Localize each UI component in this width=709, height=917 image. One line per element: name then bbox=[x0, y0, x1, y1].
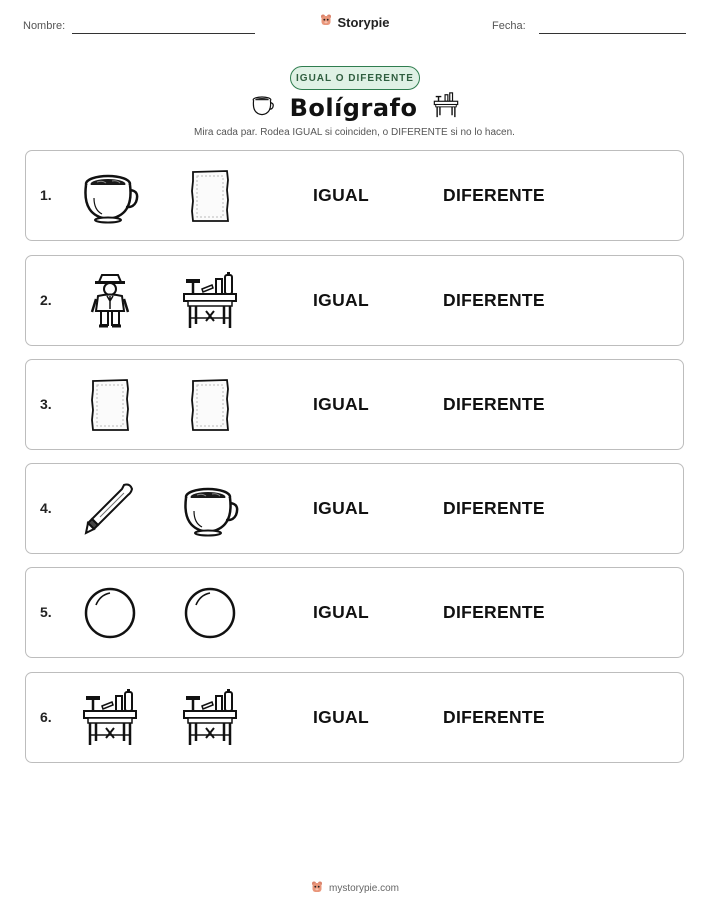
question-row-3 bbox=[25, 359, 684, 450]
question-number: 3. bbox=[40, 396, 52, 412]
pot-icon bbox=[80, 166, 140, 226]
question-number: 4. bbox=[40, 500, 52, 516]
question-number: 5. bbox=[40, 604, 52, 620]
storypie-mascot-icon bbox=[319, 13, 333, 32]
footer-url[interactable]: mystorypie.com bbox=[328, 883, 399, 894]
man-icon bbox=[80, 271, 140, 331]
option-igual[interactable]: IGUAL bbox=[313, 602, 369, 622]
instructions: Mira cada par. Rodea IGUAL si coinciden, o DIFERENTE si no lo hacen. bbox=[194, 127, 515, 138]
workbench-icon bbox=[431, 91, 461, 124]
option-diferente[interactable]: DIFERENTE bbox=[443, 394, 545, 414]
name-label: Nombre: bbox=[23, 20, 66, 32]
option-diferente[interactable]: DIFERENTE bbox=[443, 707, 545, 727]
footer bbox=[0, 880, 709, 897]
name-field[interactable] bbox=[72, 33, 255, 34]
paper-icon bbox=[180, 166, 240, 226]
circle-icon bbox=[180, 583, 240, 643]
question-number: 6. bbox=[40, 709, 52, 725]
paper-icon bbox=[80, 375, 140, 435]
workbench-icon bbox=[80, 688, 140, 748]
option-igual[interactable]: IGUAL bbox=[313, 394, 369, 414]
title-row bbox=[0, 91, 709, 124]
date-field[interactable] bbox=[539, 33, 686, 34]
paper-icon bbox=[180, 375, 240, 435]
storypie-mascot-icon bbox=[310, 880, 324, 897]
workbench-icon bbox=[180, 688, 240, 748]
option-diferente[interactable]: DIFERENTE bbox=[443, 290, 545, 310]
question-row-2 bbox=[25, 255, 684, 346]
pot-icon bbox=[180, 479, 240, 539]
workbench-icon bbox=[180, 271, 240, 331]
question-row-1 bbox=[25, 150, 684, 241]
option-diferente[interactable]: DIFERENTE bbox=[443, 185, 545, 205]
brand bbox=[0, 13, 709, 32]
question-number: 1. bbox=[40, 187, 52, 203]
pen-icon bbox=[80, 479, 140, 539]
question-row-5 bbox=[25, 567, 684, 658]
question-row-4 bbox=[25, 463, 684, 554]
brand-name: Storypie bbox=[337, 15, 390, 30]
option-igual[interactable]: IGUAL bbox=[313, 185, 369, 205]
option-igual[interactable]: IGUAL bbox=[313, 290, 369, 310]
category-badge: IGUAL O DIFERENTE bbox=[290, 66, 420, 90]
page-title: Bolígrafo bbox=[289, 93, 418, 122]
pot-icon bbox=[248, 93, 276, 122]
question-row-6 bbox=[25, 672, 684, 763]
circle-icon bbox=[80, 583, 140, 643]
question-number: 2. bbox=[40, 292, 52, 308]
option-igual[interactable]: IGUAL bbox=[313, 707, 369, 727]
date-label: Fecha: bbox=[492, 20, 526, 32]
option-diferente[interactable]: DIFERENTE bbox=[443, 498, 545, 518]
option-diferente[interactable]: DIFERENTE bbox=[443, 602, 545, 622]
option-igual[interactable]: IGUAL bbox=[313, 498, 369, 518]
